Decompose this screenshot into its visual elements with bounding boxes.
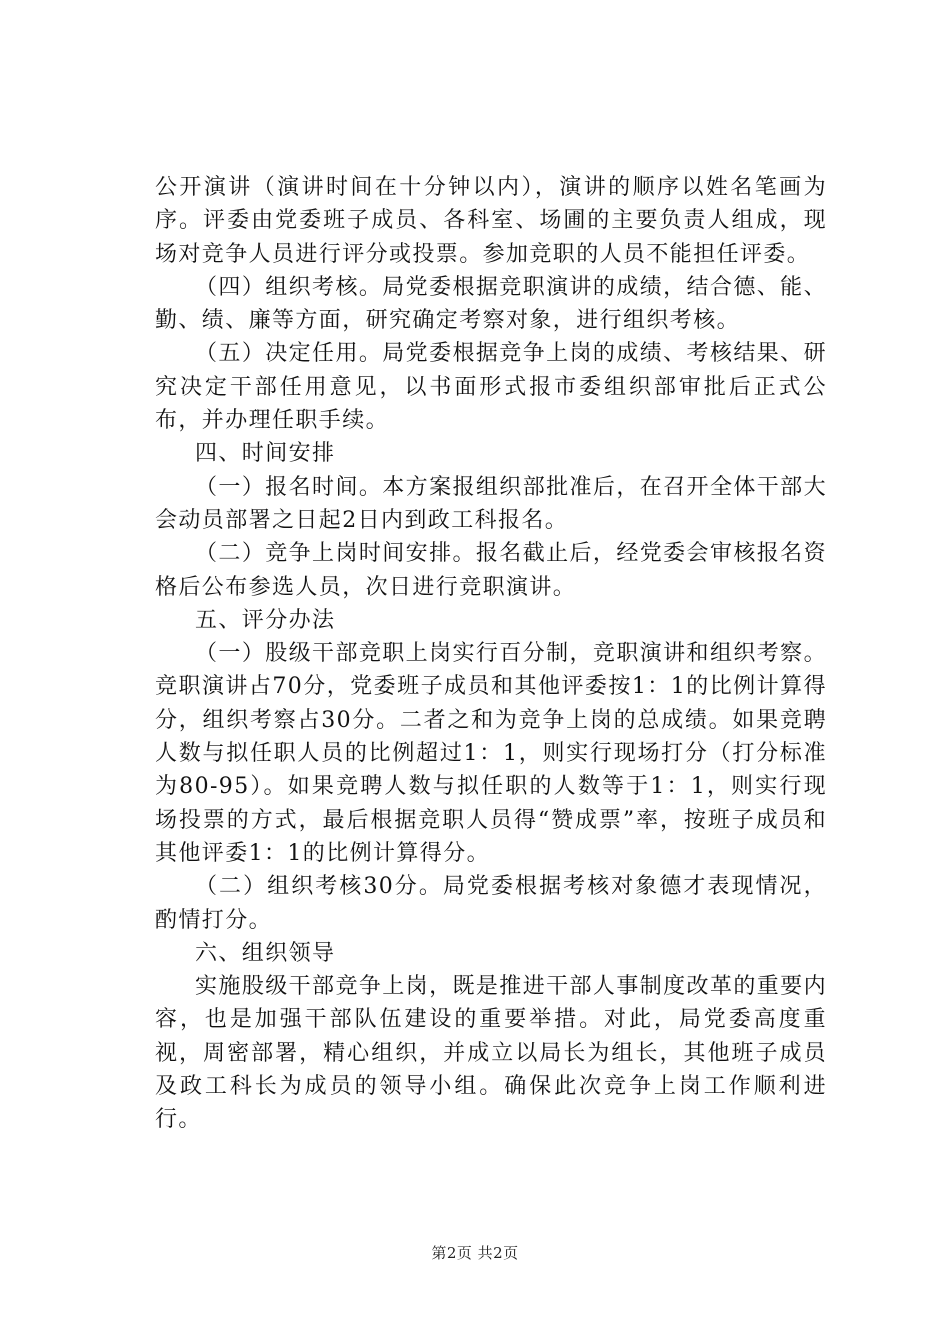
section-heading-scoring: 五、评分办法: [195, 607, 336, 633]
paragraph-assessment-score: （二）组织考核30分。局党委根据考核对象德才表现情况，酌情打分。: [155, 874, 827, 933]
page-footer: 第2页 共2页: [431, 1244, 519, 1262]
paragraph-registration-time: （一）报名时间。本方案报组织部批准后，在召开全体干部大会动员部署之日起2日内到政工科报名。: [155, 474, 827, 533]
paragraph-organize-assessment: （四）组织考核。局党委根据竞职演讲的成绩，结合德、能、勤、绩、廉等方面，研究确定考察对象，进行组织考核。: [155, 274, 827, 334]
section-heading-schedule: 四、时间安排: [195, 441, 336, 467]
section-heading-leadership: 六、组织领导: [195, 940, 336, 966]
document-body: [155, 171, 827, 1137]
paragraph-competition-schedule: （二）竞争上岗时间安排。报名截止后，经党委会审核报名资格后公布参选人员，次日进行竞职演讲。: [155, 541, 827, 600]
paragraph-speech-continuation: 公开演讲（演讲时间在十分钟以内），演讲的顺序以姓名笔画为序。评委由党委班子成员、各科室、场圃的主要负责人组成，现场对竞争人员进行评分或投票。参加竞职的人员不能担任评委。: [155, 175, 827, 267]
paragraph-decide-appointment: （五）决定任用。局党委根据竞争上岗的成绩、考核结果、研究决定干部任用意见，以书面形式报市委组织部审批后正式公布，并办理任职手续。: [155, 341, 827, 434]
paragraph-scoring-system: （一）股级干部竞职上岗实行百分制，竞职演讲和组织考察。竞职演讲占70分，党委班子成员和其他评委按1：1的比例计算得分，组织考察占30分。二者之和为竞争上岗的总成绩。如果竞聘人数与拟任职人员的比例超过1：1，则实行现场打分（打分标准为80-95）。如果竞聘人数与拟任职的人数等于1：1，则实行现场投票的方式，最后根据竞职人员得“赞成票”率，按班子成员和其他评委1：1的比例计算得分。: [155, 641, 827, 866]
paragraph-leadership: 实施股级干部竞争上岗，既是推进干部人事制度改革的重要内容，也是加强干部队伍建设的重要举措。对此，局党委高度重视，周密部署，精心组织，并成立以局长为组长，其他班子成员及政工科长为成员的领导小组。确保此次竞争上岗工作顺利进行。: [155, 974, 827, 1133]
